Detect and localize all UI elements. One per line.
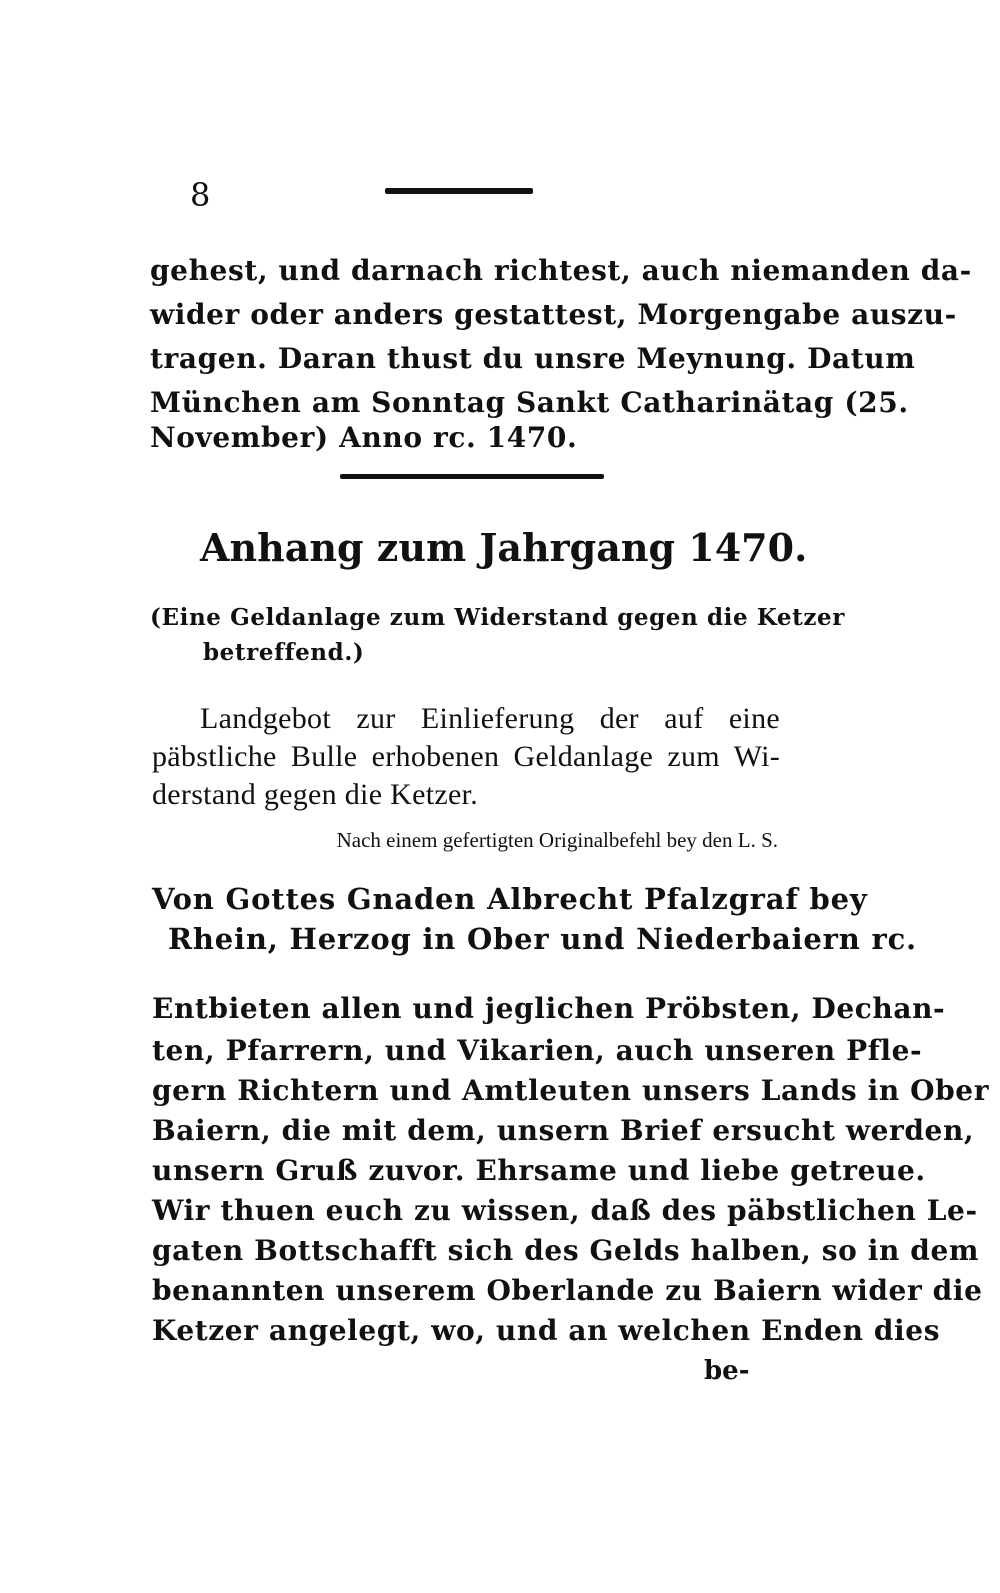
section-rule (340, 474, 604, 479)
text-line: Wir thuen euch zu wissen, daß des päbstlichen Le- (152, 1194, 978, 1227)
text-line: Baiern, die mit dem, unsern Brief ersucht werden, (152, 1114, 975, 1147)
summary-line: Landgebot zur Einlieferung der auf eine (200, 702, 780, 735)
address-line: Rhein, Herzog in Ober und Niederbaiern rc. (168, 922, 917, 956)
subheading-line: (Eine Geldanlage zum Widerstand gegen die Ketzer (150, 604, 845, 631)
text-line: ten, Pfarrern, und Vikarien, auch unseren Pfle- (152, 1034, 923, 1067)
text-line: München am Sonntag Sankt Catharinätag (25. (150, 386, 909, 419)
page-number: 8 (190, 176, 211, 214)
text-line: Ketzer angelegt, wo, und an welchen Enden dies (152, 1314, 941, 1347)
text-line: gaten Bottschafft sich des Gelds halben, so in dem (152, 1234, 980, 1267)
text-line: wider oder anders gestattest, Morgengabe auszu- (150, 298, 957, 331)
text-line: November) Anno rc. 1470. (150, 421, 578, 454)
text-line: benannten unserem Oberlande zu Baiern wider die (152, 1274, 983, 1307)
text-line: tragen. Daran thust du unsre Meynung. Datum (150, 342, 916, 375)
source-note: Nach einem gefertigten Originalbefehl bey den L. S. (336, 828, 778, 852)
summary-line: päbstliche Bulle erhobenen Geldanlage zum Wi- (152, 740, 780, 773)
subheading-line: betreffend.) (203, 639, 365, 666)
text-line: unsern Gruß zuvor. Ehrsame und liebe getreue. (152, 1154, 926, 1187)
text-line: gehest, und darnach richtest, auch niemanden da- (150, 254, 972, 287)
header-rule (385, 188, 533, 194)
text-line: gern Richtern und Amtleuten unsers Lands in Ober (152, 1074, 990, 1107)
summary-line: derstand gegen die Ketzer. (152, 778, 478, 811)
catchword: be- (704, 1356, 750, 1386)
address-line: Von Gottes Gnaden Albrecht Pfalzgraf bey (152, 882, 868, 916)
section-heading: Anhang zum Jahrgang 1470. (200, 525, 808, 570)
text-line: Entbieten allen und jeglichen Pröbsten, Dechan- (152, 992, 946, 1025)
